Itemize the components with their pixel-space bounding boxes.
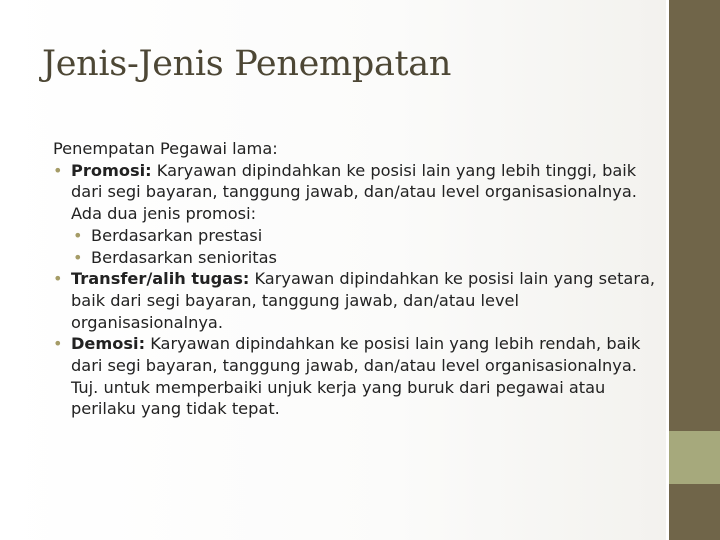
bullet-text: Karyawan dipindahkan ke posisi lain yang lebih rendah, baik dari segi bayaran, tanggung jawab, dan/atau level organisasionalnya. Tuj. untuk memperbaiki unjuk kerja yang buruk dari pegawai atau perilaku yang tidak tepat. xyxy=(71,334,641,419)
sub-bullet-item: • Berdasarkan senioritas xyxy=(73,247,663,269)
bullet-text: Karyawan dipindahkan ke posisi lain yang lebih tinggi, baik dari segi bayaran, tanggung jawab, dan/atau level organisasionalnya. Ada dua jenis promosi: xyxy=(71,160,637,224)
slide-body xyxy=(53,138,663,420)
bullet-item-demosi xyxy=(53,333,663,420)
bullet-term: Transfer/alih tugas: xyxy=(71,269,250,289)
bullet-list xyxy=(53,160,663,420)
slide-title: Jenis-Jenis Penempatan xyxy=(42,44,452,84)
sub-bullet-list xyxy=(73,225,663,268)
bullet-item-promosi xyxy=(53,160,663,269)
intro-text: Penempatan Pegawai lama: xyxy=(53,139,278,158)
sidebar-accent-block xyxy=(669,431,720,484)
bullet-term: Promosi: xyxy=(71,160,152,180)
bullet-term: Demosi: xyxy=(71,334,146,354)
sub-bullet-item: • Berdasarkan prestasi xyxy=(73,225,663,247)
bullet-item-transfer xyxy=(53,268,663,333)
bullet-text: Karyawan dipindahkan ke posisi lain yang setara, baik dari segi bayaran, tanggung jawab, dan/atau level organisasionalnya. xyxy=(71,269,656,332)
